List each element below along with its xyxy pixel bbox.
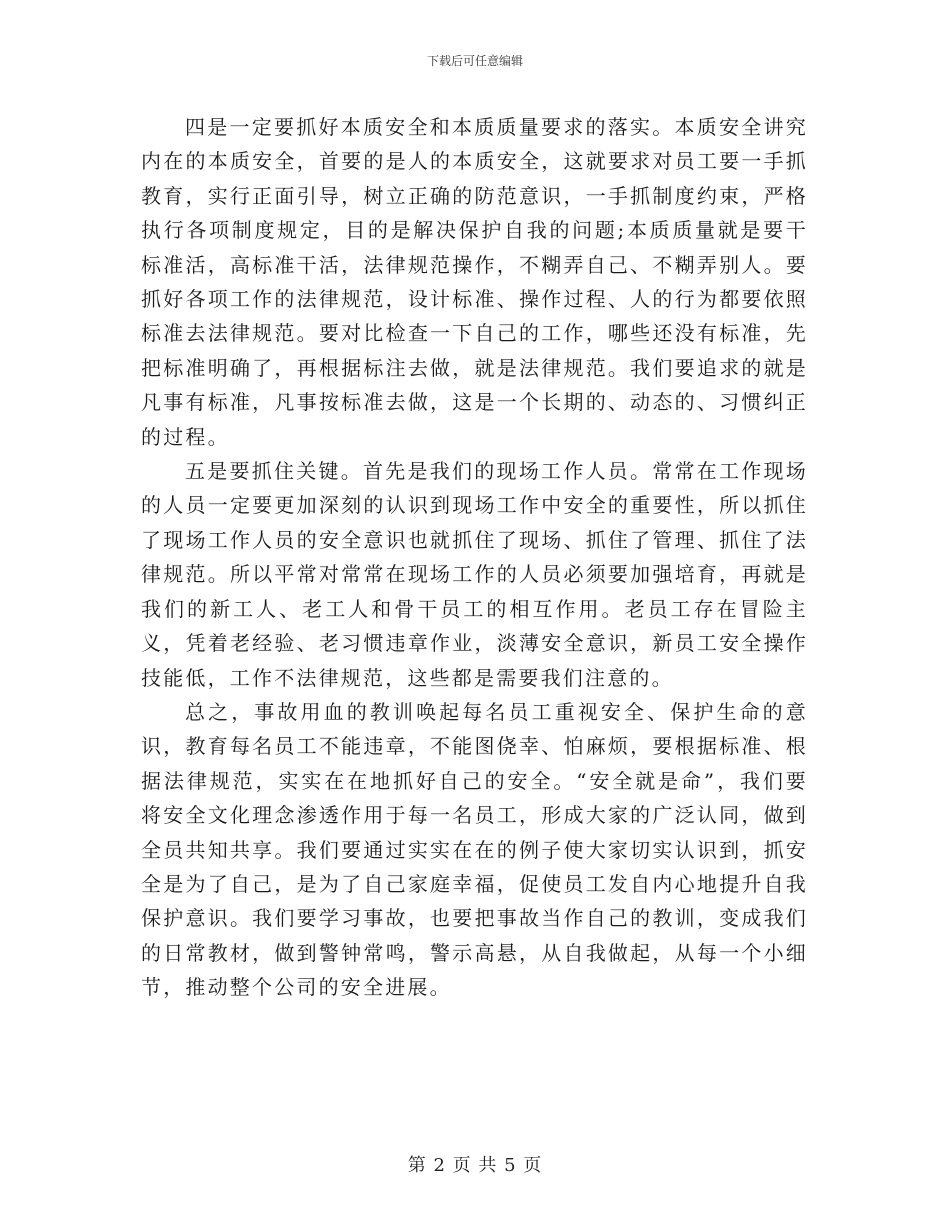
document-body bbox=[141, 110, 808, 1005]
page-header-note: 下载后可任意编辑 bbox=[426, 54, 523, 68]
paragraph-4: 四是一定要抓好本质安全和本质质量要求的落实。本质安全讲究内在的本质安全，首要的是人的本质安全，这就要求对员工要一手抓教育，实行正面引导，树立正确的防范意识，一手抓制度约束，严格执行各项制度规定，目的是解决保护自我的问题;本质质量就是要干标准活，高标准干活，法律规范操作，不糊弄自己、不糊弄别人。要抓好各项工作的法律规范，设计标准、操作过程、人的行为都要依照标准去法律规范。要对比检查一下自己的工作，哪些还没有标准，先把标准明确了，再根据标注去做，就是法律规范。我们要追求的就是凡事有标准，凡事按标准去做，这是一个长期的、动态的、习惯纠正的过程。 bbox=[141, 115, 808, 449]
paragraph-conclusion: 总之，事故用血的教训唤起每名员工重视安全、保护生命的意识，教育每名员工不能违章，不能图侥幸、怕麻烦，要根据标准、根据法律规范，实实在在地抓好自己的安全。“安全就是命”，我们要将安全文化理念渗透作用于每一名员工，形成大家的广泛认同，做到全员共知共享。我们要通过实实在在的例子使大家切实认识到，抓安全是为了自己，是为了自己家庭幸福，促使员工发自内心地提升自我保护意识。我们要学习事故，也要把事故当作自己的教训，变成我们的日常教材，做到警钟常鸣，警示高悬，从自我做起，从每一个小细节，推动整个公司的安全进展。 bbox=[141, 699, 808, 1000]
page-number: 第 2 页 共 5 页 bbox=[407, 1155, 543, 1176]
paragraph-5: 五是要抓住关键。首先是我们的现场工作人员。常常在工作现场的人员一定要更加深刻的认识到现场工作中安全的重要性，所以抓住了现场工作人员的安全意识也就抓住了现场、抓住了管理、抓住了法律规范。所以平常对常常在现场工作的人员必须要加强培育，再就是我们的新工人、老工人和骨干员工的相互作用。老员工存在冒险主义，凭着老经验、老习惯违章作业，淡薄安全意识，新员工安全操作技能低，工作不法律规范，这些都是需要我们注意的。 bbox=[141, 459, 808, 690]
